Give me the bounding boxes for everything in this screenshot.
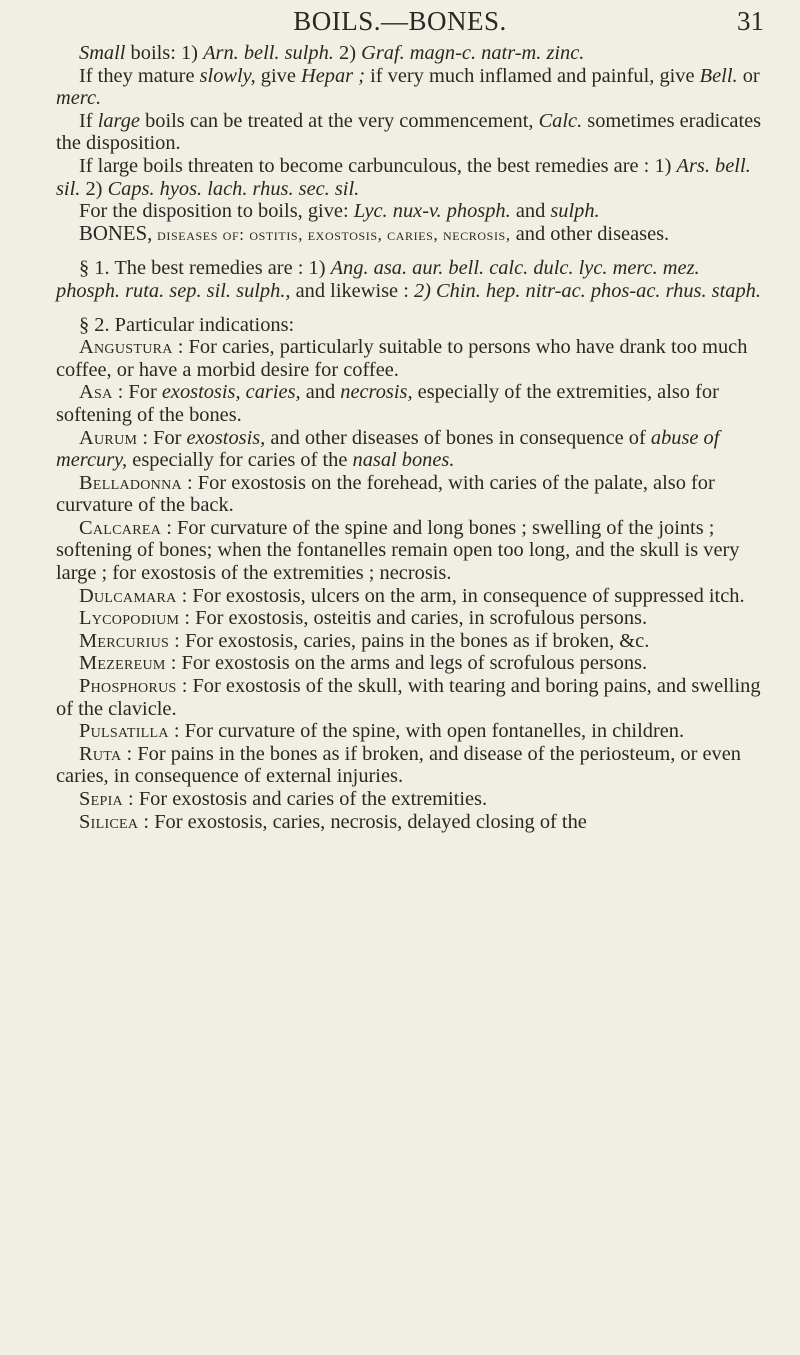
- separator: :: [138, 810, 155, 833]
- text-run: For exostosis on the forehead, with caries of the palate, also for curvature of the back.: [56, 471, 715, 517]
- remedy-name: Lycopodium: [79, 607, 180, 630]
- remedy-name: Mercurius: [79, 629, 170, 652]
- text-run: For exostosis on the arms and legs of scrofulous persons.: [181, 652, 648, 675]
- separator: :: [172, 336, 189, 359]
- remedy-list: Graf. magn-c. natr-m. zinc.: [361, 42, 585, 64]
- remedy-name: Sepia: [79, 788, 123, 810]
- page-body: [56, 42, 764, 833]
- separator: :: [112, 381, 129, 404]
- text-run: if very much inflamed and painful, give: [365, 64, 700, 87]
- remedy-list: Ars. bell. sil.: [56, 154, 751, 200]
- text-run: 2): [333, 42, 362, 64]
- remedy-entry: [56, 630, 764, 653]
- remedy-name: Mezereum: [79, 652, 166, 675]
- remedy-list: Caps. hyos. lach. rhus. sec. sil.: [107, 177, 360, 200]
- emphasis: slowly,: [199, 64, 256, 87]
- remedy-entry: [56, 427, 764, 472]
- text-run: boils: 1): [125, 42, 204, 64]
- remedy-entry: [56, 381, 764, 426]
- text-run: For: [128, 381, 162, 404]
- text-run: and: [510, 200, 551, 223]
- separator: :: [181, 471, 198, 494]
- text-run: For curvature of the spine and long bones ; swelling of the joints ; softening of bones; when the fontanelles remain open too long, and the skull is very large ; for exostosis of the extremities ; necrosis.: [56, 516, 740, 585]
- remedy-name: Aurum: [79, 426, 138, 449]
- separator: :: [122, 788, 139, 810]
- separator: :: [165, 652, 182, 675]
- text-run: For the disposition to boils, give:: [79, 200, 354, 223]
- section-heading-bones: [56, 223, 764, 247]
- remedy-entry: [56, 607, 764, 630]
- emphasis: necrosis,: [340, 381, 413, 404]
- text-run: For exostosis, ulcers on the arm, in consequence of suppressed itch.: [192, 584, 745, 607]
- emphasis: Hepar ;: [301, 64, 365, 87]
- text-run: especially of the extremities, also for softening of the bones.: [56, 381, 719, 426]
- section-title: BONES,: [79, 221, 153, 245]
- remedy-name: Angustura: [79, 336, 173, 359]
- text-run: For exostosis, caries, pains in the bones as if broken, &c.: [184, 629, 650, 652]
- paragraph-section-2: [56, 314, 764, 337]
- remedy-entry: [56, 585, 764, 608]
- text-run: and likewise :: [290, 279, 414, 302]
- separator: :: [169, 629, 185, 652]
- remedy-list: Lyc. nux-v. phosph.: [353, 200, 511, 223]
- text-run: For curvature of the spine, with open fontanelles, in children.: [184, 720, 685, 743]
- paragraph-large-boils: [56, 110, 764, 155]
- remedy-name: Phosphorus: [79, 675, 177, 698]
- text-run: § 2. Particular indications:: [79, 313, 295, 336]
- spacer: [56, 246, 764, 257]
- remedy-list: sulph.: [550, 200, 600, 223]
- remedy-entry: [56, 675, 764, 720]
- separator: :: [176, 584, 193, 607]
- page-header: [0, 6, 800, 40]
- remedy-name: Pulsatilla: [79, 720, 169, 743]
- remedy-name: Asa: [79, 381, 113, 404]
- text-run: For exostosis of the skull, with tearing and boring pains, and swelling of the clavicle.: [56, 675, 761, 720]
- spacer: [56, 303, 764, 314]
- text-run: For caries, particularly suitable to persons who have drank too much coffee, or have a morbid desire for coffee.: [56, 336, 748, 381]
- text-run: and: [300, 381, 341, 404]
- remedy-entry: [56, 517, 764, 585]
- text-run: If: [79, 109, 98, 132]
- separator: :: [137, 426, 154, 449]
- text-run: For exostosis, osteitis and caries, in scrofulous persons.: [195, 607, 648, 630]
- separator: :: [121, 742, 138, 765]
- remedy-name: Ruta: [79, 742, 122, 765]
- emphasis: nasal bones.: [352, 449, 455, 472]
- remedy-name: Belladonna: [79, 471, 182, 494]
- emphasis: Small: [79, 42, 126, 64]
- paragraph-disposition: [56, 200, 764, 223]
- remedy-entry: [56, 336, 764, 381]
- text-run: For pains in the bones as if broken, and disease of the periosteum, or even caries, in consequence of external injuries.: [56, 742, 741, 788]
- separator: :: [179, 607, 196, 630]
- separator: :: [176, 675, 193, 698]
- text-run: and other diseases.: [510, 222, 670, 245]
- page-number: 31: [737, 6, 764, 36]
- text-run: If large boils threaten to become carbunculous, the best remedies are : 1): [79, 154, 677, 177]
- remedy-name: Silicea: [79, 810, 139, 833]
- remedy-list: Ang. asa. aur. bell. calc. dulc. lyc. merc. mez. phosph. ruta. sep. sil. sulph.,: [56, 257, 700, 302]
- text-run: For exostosis and caries of the extremities.: [138, 788, 488, 810]
- remedy-entry: [56, 788, 764, 811]
- remedy-entry: [56, 720, 764, 743]
- remedy-entry: [56, 652, 764, 675]
- text-run: 2): [80, 177, 108, 200]
- remedy-name: Dulcamara: [79, 584, 177, 607]
- separator: :: [161, 516, 177, 539]
- separator: :: [168, 720, 185, 743]
- remedy-entry: [56, 472, 764, 517]
- text-run: If they mature: [79, 64, 200, 87]
- remedy-name: Calcarea: [79, 516, 162, 539]
- paragraph-mature: [56, 65, 764, 110]
- text-run: give: [255, 64, 301, 87]
- paragraph-section-1: [56, 257, 764, 302]
- running-title: BOILS.—BONES.: [293, 6, 507, 36]
- text-run: especially for caries of the: [127, 449, 353, 472]
- remedy-entry: [56, 743, 764, 788]
- text-run: or: [737, 64, 760, 87]
- remedy-list: 2) Chin. hep. nitr-ac. phos-ac. rhus. staph.: [413, 279, 761, 302]
- text-run: boils can be treated at the very commencement,: [139, 109, 539, 132]
- remedy-entry: [56, 811, 764, 834]
- emphasis: merc.: [56, 87, 102, 110]
- emphasis: Calc.: [538, 109, 583, 132]
- text-run: § 1. The best remedies are : 1): [79, 257, 331, 280]
- emphasis: abuse of mercury,: [56, 426, 720, 472]
- text-run: and other diseases of bones in consequence of: [265, 426, 651, 449]
- emphasis: exostosis, caries,: [161, 381, 301, 404]
- emphasis: exostosis,: [186, 426, 266, 449]
- remedy-indications: [56, 336, 764, 833]
- paragraph-small-boils: [56, 42, 764, 65]
- paragraph-carbuncle: [56, 155, 764, 200]
- section-subtitle: diseases of: ostitis, exostosis, caries, necrosis,: [152, 224, 511, 244]
- remedy-list: Arn. bell. sulph.: [203, 42, 334, 64]
- text-run: For: [153, 426, 187, 449]
- text-run: For exostosis, caries, necrosis, delayed closing of the: [154, 810, 587, 833]
- text-run: sometimes eradicates the disposition.: [56, 109, 762, 155]
- emphasis: Bell.: [699, 64, 738, 87]
- emphasis: large: [97, 109, 140, 132]
